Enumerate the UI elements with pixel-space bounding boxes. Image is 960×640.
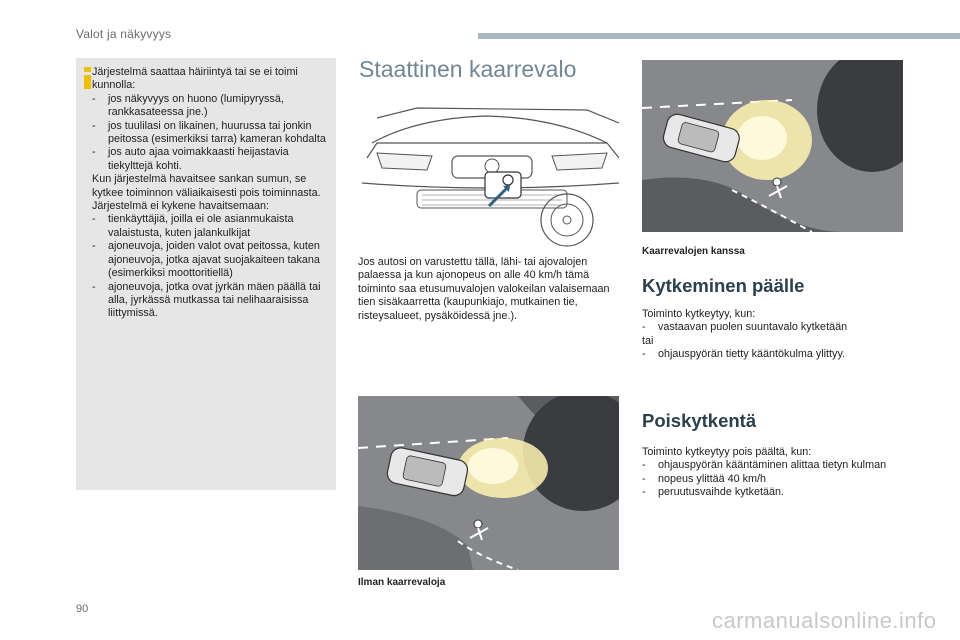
page-title: Staattinen kaarrevalo (359, 56, 577, 82)
list-item: - tienkäyttäjiä, joilla ei ole asianmukaista valaistusta, kuten jalankulkijat (92, 213, 294, 239)
info-text (92, 66, 332, 321)
list-item: - ohjauspyörän tietty kääntökulma ylittyy. (642, 348, 846, 361)
illustration-without-cornering (358, 396, 619, 570)
header-bar (478, 33, 960, 39)
caption-with: Kaarrevalojen kanssa (642, 246, 745, 257)
activation-heading: Kytkeminen päälle (642, 275, 805, 296)
watermark: carmanualsonline.info (712, 608, 937, 633)
list-item: - ajoneuvoja, joiden valot ovat peitossa, kuten ajoneuvoja, jotka ajavat suojakaiteen takana (esimerkiksi moottoritiellä) (92, 240, 320, 280)
list-item: - ajoneuvoja, jotka ovat jyrkän mäen päällä tai alla, jyrkässä mutkassa tai nelihaaraisissa liittymissä. (92, 280, 321, 320)
list-item: - jos auto ajaa voimakkaasti heijastavia tiekylttejä kohti. (92, 146, 289, 172)
cannot-detect-intro: Järjestelmä ei kykene havaitsemaan: (92, 200, 270, 213)
page-number: 90 (76, 603, 89, 615)
info-intro: Järjestelmä saattaa häiriintyä tai se ei toimi kunnolla: (92, 66, 298, 92)
section-header: Valot ja näkyvyys (76, 27, 172, 41)
list-item: - jos näkyvyys on huono (lumipyryssä, rankkasateessa jne.) (92, 92, 284, 119)
deactivation-text: Toiminto kytkeytyy pois päältä, kun: - ohjauspyörän kääntäminen alittaa tietyn kulman - nopeus ylittää 40 km/h - peruutusvaihde kytketään. (642, 446, 904, 500)
info-box (76, 58, 336, 490)
fog-note: Kun järjestelmä havaitsee sankan sumun, se kytkee toiminnon väliaikaisesti pois toiminnasta. (92, 173, 321, 199)
list-item: - vastaavan puolen suuntavalo kytketään (642, 321, 848, 334)
activation-text: Toiminto kytkeytyy, kun: - vastaavan puolen suuntavalo kytketään tai - ohjauspyörän tietty kääntökulma ylittyy. (642, 308, 904, 362)
caption-without: Ilman kaarrevaloja (358, 577, 446, 588)
description: Jos autosi on varustettu tällä, lähi- tai ajovalojen palaessa ja kun ajonopeus on alle 40 km/h tämä toiminto saa etusumuvalojen valokeilan valaisemaan tien sisäkaarretta (kaupunkiajo, mutkainen tie, risteysalueet, pysäköidessä jne.). (358, 256, 610, 322)
deactivation-heading: Poiskytkentä (642, 410, 757, 431)
car-front-illustration (357, 98, 619, 248)
illustration-with-cornering (642, 60, 903, 232)
list-item: - ohjauspyörän kääntäminen alittaa tietyn kulman (642, 459, 887, 472)
list-item: - nopeus ylittää 40 km/h (642, 472, 767, 485)
info-icon (84, 67, 91, 89)
list-item: - jos tuulilasi on likainen, huurussa tai jonkin peitossa (esimerkiksi tarra) kameran kohdalta (92, 119, 326, 146)
list-item: - peruutusvaihde kytketään. (642, 486, 785, 499)
